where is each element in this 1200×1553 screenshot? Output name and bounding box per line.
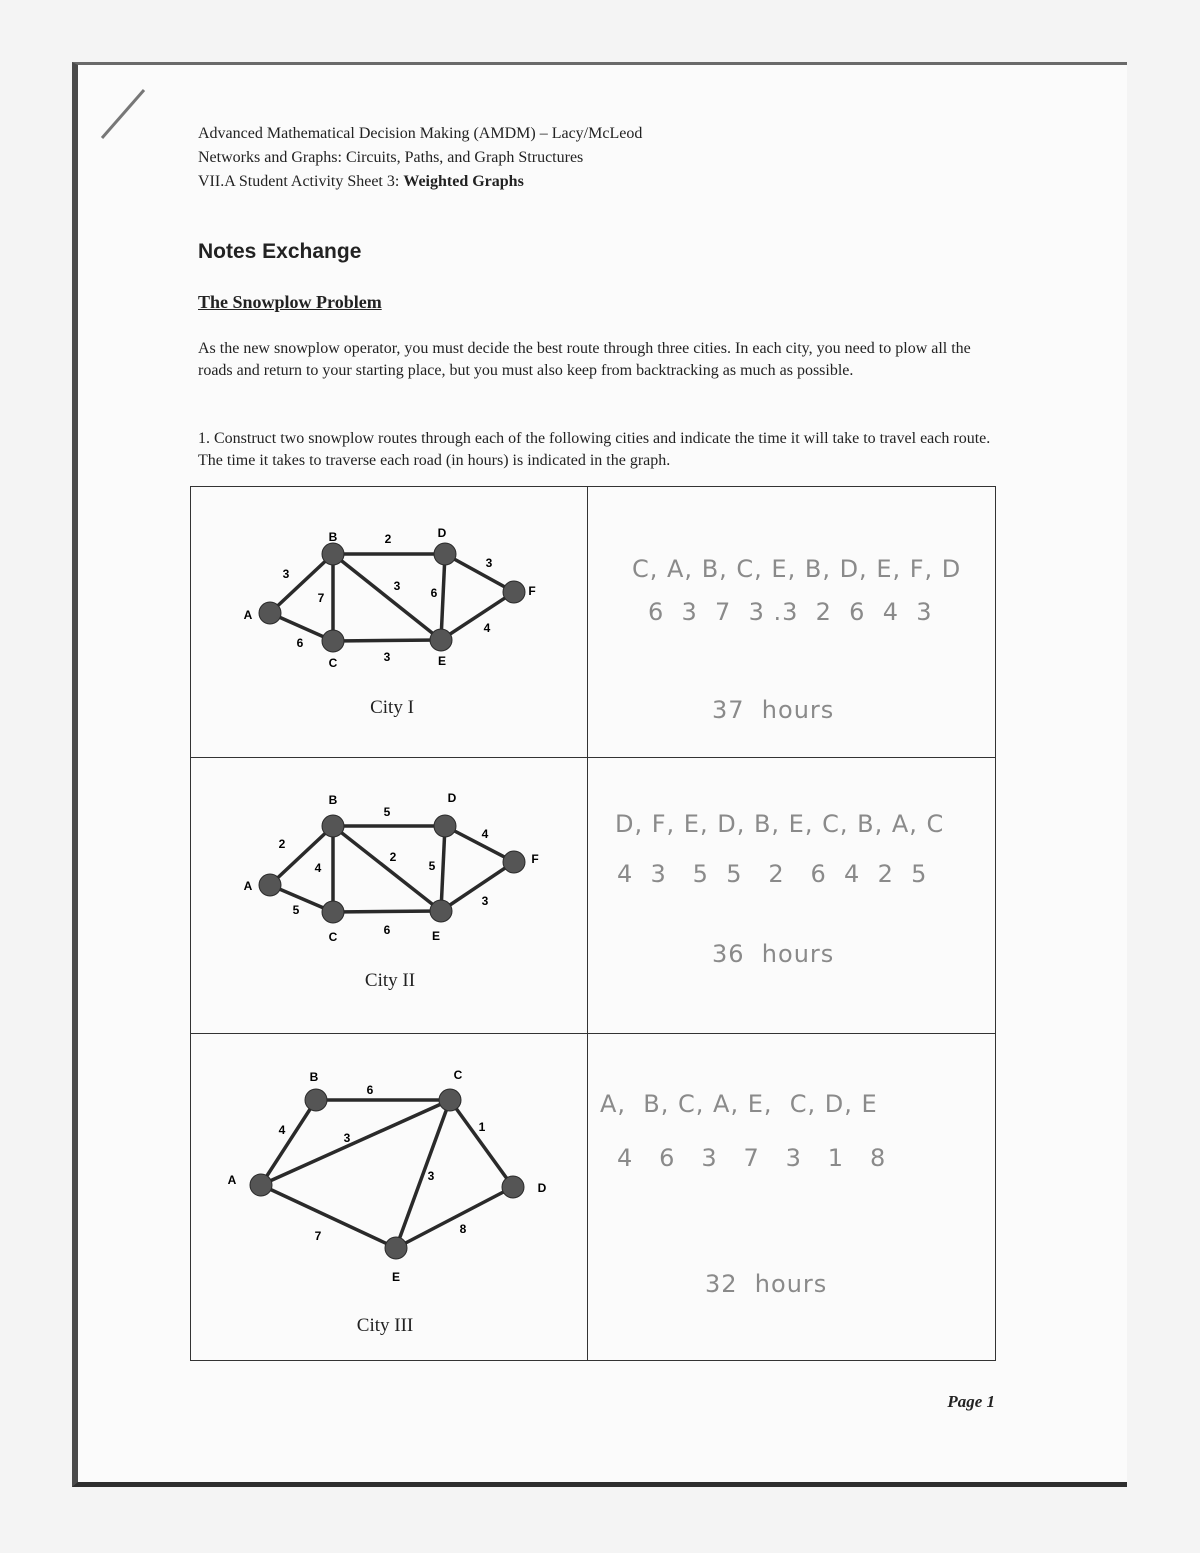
- road-weight-B-C: 7: [317, 591, 325, 605]
- road-weight-B-E: 2: [389, 850, 397, 864]
- road-weight-B-C: 4: [314, 861, 322, 875]
- road-weight-B-E: 3: [393, 579, 401, 593]
- city-node-C: [322, 630, 344, 652]
- road-B-E: [333, 826, 441, 911]
- node-label-E: E: [431, 929, 441, 944]
- node-label-B: B: [328, 530, 338, 545]
- road-weight-A-B: 3: [282, 567, 290, 581]
- pencil-slash-mark: [100, 88, 146, 140]
- node-label-E: E: [391, 1270, 401, 1285]
- city-node-F: [503, 851, 525, 873]
- node-label-C: C: [328, 930, 338, 945]
- city-3-total: 32 hours: [705, 1270, 828, 1298]
- road-C-E: [333, 911, 441, 912]
- node-label-C: C: [453, 1068, 463, 1083]
- city-node-D: [434, 543, 456, 565]
- question-paragraph: 1. Construct two snowplow routes through each of the following cities and indicate the time it will take to travel each route. The time it takes to traverse each road (in hours) is indicated in the graph.: [198, 430, 991, 469]
- node-label-E: E: [437, 654, 447, 669]
- city-node-C: [439, 1089, 461, 1111]
- road-weight-D-F: 4: [481, 827, 489, 841]
- road-weight-C-D: 1: [478, 1120, 486, 1134]
- node-label-A: A: [243, 608, 253, 623]
- sheet-title: VII.A Student Activity Sheet 3: Weighted Graphs: [198, 173, 524, 190]
- city-3-graph: [210, 1060, 570, 1290]
- node-label-D: D: [447, 791, 457, 806]
- road-weight-C-E: 3: [427, 1169, 435, 1183]
- course-title: Advanced Mathematical Decision Making (AMDM) – Lacy/McLeod: [198, 125, 643, 142]
- section-title: Notes Exchange: [198, 240, 362, 263]
- city-node-A: [259, 874, 281, 896]
- road-D-F: [445, 554, 514, 592]
- road-weight-A-B: 2: [278, 837, 286, 851]
- intro-paragraph: As the new snowplow operator, you must decide the best route through three cities. In each city, you need to plow all the roads and return to your starting place, but you must also keep from backtracking as much as possible.: [198, 340, 971, 379]
- road-D-E: [441, 826, 445, 911]
- road-weight-E-D: 8: [459, 1222, 467, 1236]
- row-divider: [191, 1033, 995, 1034]
- road-weight-A-C: 3: [343, 1131, 351, 1145]
- road-weight-A-C: 6: [296, 636, 304, 650]
- road-D-F: [445, 826, 514, 862]
- city-node-B: [322, 543, 344, 565]
- city-2-graph: [230, 788, 550, 948]
- page-number: Page 1: [947, 1392, 995, 1411]
- city-node-B: [322, 815, 344, 837]
- road-weight-D-F: 3: [485, 556, 493, 570]
- unit-title: Networks and Graphs: Circuits, Paths, and Graph Structures: [198, 149, 584, 166]
- node-label-B: B: [328, 793, 338, 808]
- city-node-D: [502, 1176, 524, 1198]
- road-E-F: [441, 862, 514, 911]
- road-weight-A-E: 7: [314, 1229, 322, 1243]
- city-node-D: [434, 815, 456, 837]
- city-1-times: 6 3 7 3 .3 2 6 4 3: [648, 598, 933, 626]
- node-label-A: A: [243, 879, 253, 894]
- city-node-E: [430, 629, 452, 651]
- row-divider: [191, 757, 995, 758]
- problem-title: The Snowplow Problem: [198, 292, 382, 312]
- city-node-E: [385, 1237, 407, 1259]
- road-E-F: [441, 592, 514, 640]
- road-weight-B-C: 6: [366, 1083, 374, 1097]
- road-weight-E-F: 3: [481, 894, 489, 908]
- node-label-A: A: [227, 1173, 237, 1188]
- city-2-times: 4 3 5 5 2 6 4 2 5: [617, 860, 928, 888]
- road-weight-D-E: 5: [428, 859, 436, 873]
- road-C-D: [450, 1100, 513, 1187]
- city-3-times: 4 6 3 7 3 1 8: [617, 1144, 887, 1172]
- city-node-A: [250, 1174, 272, 1196]
- road-weight-A-B: 4: [278, 1123, 286, 1137]
- city-2-route: D, F, E, D, B, E, C, B, A, C: [615, 810, 945, 838]
- city-node-C: [322, 901, 344, 923]
- node-label-B: B: [309, 1070, 319, 1085]
- city-node-E: [430, 900, 452, 922]
- node-label-C: C: [328, 656, 338, 671]
- city-3-caption: City III: [356, 1315, 414, 1336]
- city-3-route: A, B, C, A, E, C, D, E: [600, 1090, 878, 1118]
- road-weight-A-C: 5: [292, 903, 300, 917]
- node-label-F: F: [531, 852, 539, 867]
- road-C-E: [333, 640, 441, 641]
- city-1-graph: [230, 520, 550, 680]
- road-weight-C-E: 6: [383, 923, 391, 937]
- node-label-D: D: [437, 526, 447, 541]
- road-weight-B-D: 2: [384, 532, 392, 546]
- road-A-E: [261, 1185, 396, 1248]
- grid-divider: [587, 487, 588, 1360]
- city-1-caption: City I: [370, 697, 414, 718]
- node-label-F: F: [528, 584, 536, 599]
- city-1-route: C, A, B, C, E, B, D, E, F, D: [632, 555, 962, 583]
- road-weight-B-D: 5: [383, 805, 391, 819]
- road-weight-C-E: 3: [383, 650, 391, 664]
- road-weight-D-E: 6: [430, 586, 438, 600]
- city-2-caption: City II: [364, 970, 416, 991]
- city-1-total: 37 hours: [712, 696, 835, 724]
- road-D-E: [441, 554, 445, 640]
- road-B-E: [333, 554, 441, 640]
- city-2-total: 36 hours: [712, 940, 835, 968]
- node-label-D: D: [537, 1181, 547, 1196]
- road-A-B: [270, 826, 333, 885]
- city-node-B: [305, 1089, 327, 1111]
- city-node-A: [259, 602, 281, 624]
- road-weight-E-F: 4: [483, 621, 491, 635]
- document-header: [198, 122, 642, 194]
- city-node-F: [503, 581, 525, 603]
